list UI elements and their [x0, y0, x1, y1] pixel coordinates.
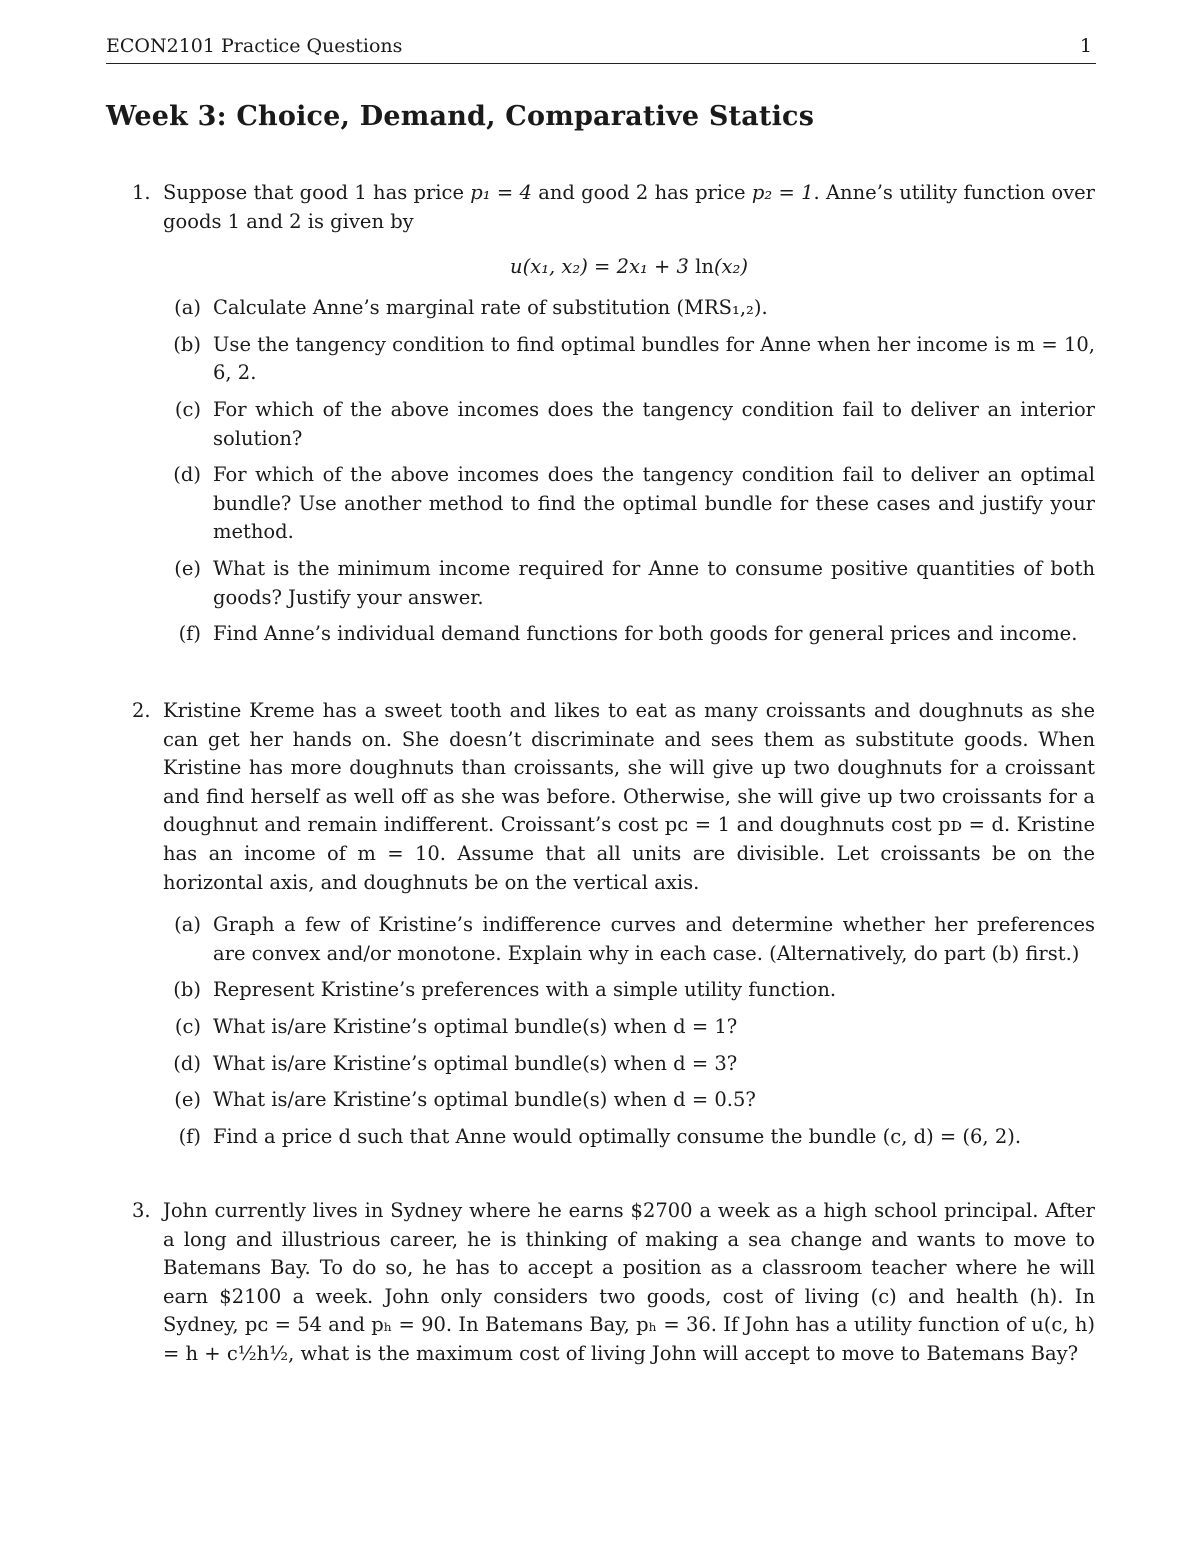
list-item: (a) Graph a few of Kristine’s indifference curves and determine whether her preferences are convex and/or monotone. Explain why in each case. (Alternatively, do part (b) first.) — [174, 913, 1095, 965]
course-title: ECON2101 Practice Questions — [106, 35, 403, 57]
list-item: (b) Use the tangency condition to find optimal bundles for Anne when her income is m = 10, 6, 2. — [173, 332, 1095, 385]
list-item: (d) For which of the above incomes does the tangency condition fail to deliver an optimal bundle? Use another method to find the optimal bundle for these cases and justify your method. — [173, 463, 1095, 544]
question-text: John currently lives in Sydney where he earns $2700 a week as a high school principal. After a long and illustrious career, he is thinking of making a sea change and wants to move to Batemans Bay. To do so, he has to accept a position as a classroom teacher where he will earn $2100 a week. John only considers two goods, cost of living (c) and health (h). In Sydney, pᴄ = 54 and pₕ = 90. In Batemans Bay, pₕ = 36. If John has a utility function of u(c, h) = h + c½h½, what is the maximum cost of living John will accept to move to Batemans Bay? — [163, 1199, 1095, 1365]
utility-equation: u(x₁, x₂) = 2x₁ + 3 ln(x₂) — [510, 255, 748, 279]
question-2 — [106, 697, 1096, 1159]
question-number: 3. — [132, 1199, 151, 1222]
question-number: 2. — [132, 699, 151, 722]
list-item: (c) What is/are Kristine’s optimal bundle(s) when d = 1? — [174, 1014, 738, 1038]
sub-questions — [163, 294, 1095, 649]
section-heading: Week 3: Choice, Demand, Comparative Statics — [106, 101, 815, 132]
question-text: Kristine Kreme has a sweet tooth and likes to eat as many croissants and doughnuts as she can get her hands on. She doesn’t discriminate and sees them as substitute goods. When Kristine has more doughnuts than croissants, she will give up two doughnuts for a croissant and find herself as well off as she was before. Otherwise, she will give up two croissants for a doughnut and remain indifferent. Croissant’s cost pᴄ = 1 and doughnuts cost pᴅ = d. Kristine has an income of m = 10. Assume that all units are divisible. Let croissants be on the horizontal axis, and doughnuts be on the vertical axis. (a) Graph a few of Kristine’s indifference curves and determine whether her preferences are convex and/or monotone. Explain why in each case. (Alternatively, do part (b) first.) (b) Represent Kristine’s preferences with a simple utility function. (c) What is/are Kristine’s optimal bundle(s) when d = 1? (d) What is/are Kristine’s optimal bundle(s) when d = 3? (e) What is/are Kristine’s optimal bundle(s) when d = 0.5? (f) Find a price d such that Anne would optimally consume the bundle (c, d) = (6, 2). — [163, 697, 1095, 1151]
list-item: (a) Calculate Anne’s marginal rate of substitution (MRS₁,₂). — [174, 296, 768, 320]
price-2: p₂ = 1 — [751, 181, 814, 204]
question-text: Suppose that good 1 has price p₁ = 4 and good 2 has price p₂ = 1. Anne’s utility function over goods 1 and 2 is given by u(x₁, x₂) = 2x₁ + 3 ln(x₂) (a) Calculate Anne’s marginal rate of substitution (MRS₁,₂). (b) Use the tangency condition to find optimal bundles for Anne when her income is m = 10, 6, 2. (c) For which of the above incomes does the tangency condition fail to deliver an interior solution? (d) For which of the above incomes does the tangency condition fail to deliver an optimal bundle? Use another method to find the optimal bundle for these cases and justify your method. (e) What is the minimum income required for Anne to consume positive quantities of both goods? Justify your answer. (f) Find Anne’s individual demand functions for both goods for general prices and income. — [163, 179, 1095, 649]
list-item: (b) Represent Kristine’s preferences with a simple utility function. — [173, 978, 837, 1002]
page-number: 1 — [1079, 35, 1092, 57]
price-1: p₁ = 4 — [470, 181, 532, 204]
question-3 — [106, 1197, 1096, 1369]
list-item: (f) Find Anne’s individual demand functions for both goods for general prices and income. — [178, 622, 1078, 646]
list-item: (c) For which of the above incomes does the tangency condition fail to deliver an interior solution? — [174, 397, 1095, 450]
page-header — [106, 33, 1096, 64]
list-item: (f) Find a price d such that Anne would optimally consume the bundle (c, d) = (6, 2). — [178, 1124, 1022, 1148]
question-1 — [106, 179, 1096, 657]
sub-questions — [163, 911, 1095, 1151]
question-number: 1. — [132, 181, 151, 204]
list-item: (d) What is/are Kristine’s optimal bundle(s) when d = 3? — [173, 1051, 738, 1075]
list-item: (e) What is/are Kristine’s optimal bundle(s) when d = 0.5? — [174, 1088, 756, 1112]
list-item: (e) What is the minimum income required for Anne to consume positive quantities of both goods? Justify your answer. — [174, 556, 1095, 609]
